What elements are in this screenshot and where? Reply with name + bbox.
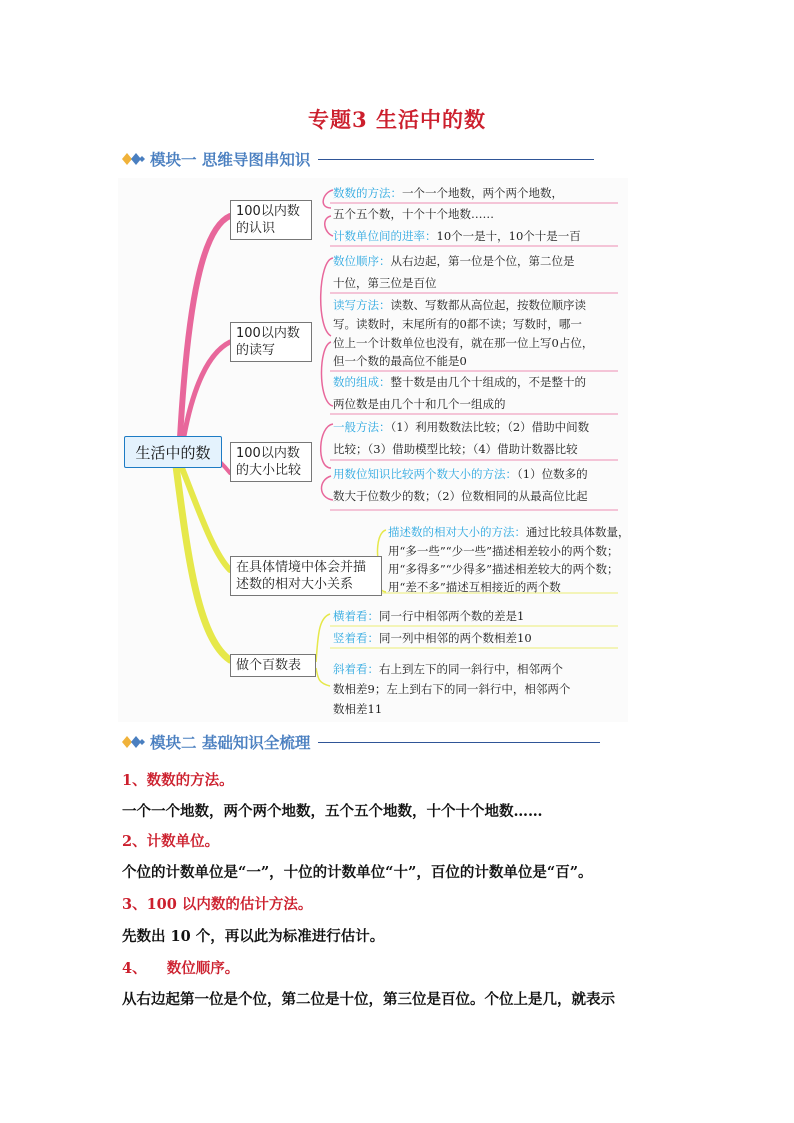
branch-text-line: 描述数的相对大小的方法：通过比较具体数量， xyxy=(388,525,630,539)
root-node: 生活中的数 xyxy=(124,436,222,468)
module-two-header xyxy=(122,731,600,753)
branch-text-line: 数的组成：整十数是由几个十组成的，不是整十的 xyxy=(333,375,586,389)
branch-node-recognition: 100以内数的认识 xyxy=(230,200,312,240)
branch-text-line: 写。读数时，末尾所有的0都不读；写数时，哪一 xyxy=(333,317,582,331)
branch-text-line: 用数位知识比较两个数大小的方法：（1）位数多的 xyxy=(333,467,588,481)
branch-text-line: 数数的方法：一个一个地数，两个两个地数， xyxy=(333,186,563,200)
branch-text-line: 数相差9；左上到右下的同一斜行中，相邻两个 xyxy=(333,682,571,696)
branch-text-line: 用“多一些”“少一些”描述相差较小的两个数； xyxy=(388,544,619,558)
module-divider xyxy=(318,742,600,743)
section-body: 先数出 10 个，再以此为标准进行估计。 xyxy=(122,928,385,945)
section-body: 从右边起第一位是个位，第二位是十位，第三位是百位。个位上是几，就表示 xyxy=(122,991,615,1008)
branch-text-line: 数大于位数少的数；（2）位数相同的从最高位比起 xyxy=(333,489,588,503)
branch-node-compare: 100以内数的大小比较 xyxy=(230,442,312,482)
branch-text-line: 读写方法：读数、写数都从高位起，按数位顺序读 xyxy=(333,298,586,312)
module-divider xyxy=(318,159,594,160)
section-heading: 2、计数单位。 xyxy=(122,833,220,850)
branch-text-line: 十位，第三位是百位 xyxy=(333,276,437,290)
branch-node-read-write: 100以内数的读写 xyxy=(230,322,312,362)
branch-text-line: 计数单位间的进率：10个一是十，10个十是一百 xyxy=(333,229,581,243)
section-heading: 1、数数的方法。 xyxy=(122,772,234,789)
branch-text-line: 斜着看：右上到左下的同一斜行中，相邻两个 xyxy=(333,662,563,676)
branch-text-line: 数相差11 xyxy=(333,702,383,716)
mind-map xyxy=(118,178,628,722)
branch-text-line: 两位数是由几个十和几个一组成的 xyxy=(333,397,506,411)
branch-node-hundred-chart: 做个百数表 xyxy=(230,654,316,677)
branch-text-line: 一般方法：（1）利用数数法比较；（2）借助中间数 xyxy=(333,420,590,434)
branch-text-line: 用“差不多”描述互相接近的两个数 xyxy=(388,580,561,594)
double-diamond-icon xyxy=(122,732,146,752)
page-title: 专题3 生活中的数 xyxy=(308,107,486,132)
branch-node-relative-size: 在具体情境中体会并描述数的相对大小关系 xyxy=(230,556,382,596)
section-heading: 4、 数位顺序。 xyxy=(122,960,240,977)
branch-text-line: 竖着看：同一列中相邻的两个数相差10 xyxy=(333,631,532,645)
module-two-title: 模块二 基础知识全梳理 xyxy=(150,734,311,752)
module-one-title: 模块一 思维导图串知识 xyxy=(150,151,311,169)
branch-text-line: 横着看：同一行中相邻两个数的差是1 xyxy=(333,609,525,623)
branch-text-line: 数位顺序：从右边起，第一位是个位，第二位是 xyxy=(333,254,575,268)
section-heading: 3、100 以内数的估计方法。 xyxy=(122,896,313,913)
section-body: 个位的计数单位是“一”，十位的计数单位“十”，百位的计数单位是“百”。 xyxy=(122,864,593,881)
branch-text-line: 用“多得多”“少得多”描述相差较大的两个数； xyxy=(388,562,619,576)
branch-text-line: 五个五个数，十个十个地数…… xyxy=(333,207,494,221)
branch-text-line: 但一个数的最高位不能是0 xyxy=(333,354,467,368)
module-one-header xyxy=(122,148,594,170)
branch-text-line: 位上一个计数单位也没有，就在那一位上写0占位， xyxy=(333,336,594,350)
section-body: 一个一个地数，两个两个地数，五个五个地数，十个十个地数…… xyxy=(122,803,543,820)
double-diamond-icon xyxy=(122,149,146,169)
branch-text-line: 比较；（3）借助模型比较；（4）借助计数器比较 xyxy=(333,442,578,456)
